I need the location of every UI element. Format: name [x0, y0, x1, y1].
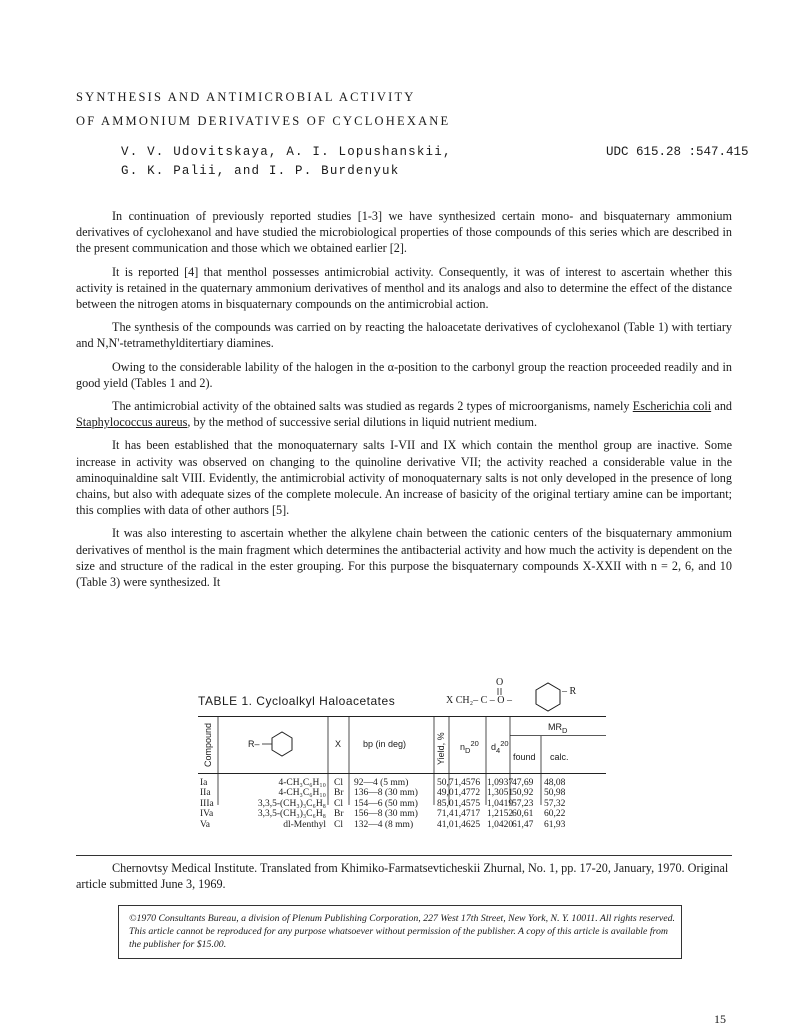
table-cell-d4: 1,0419 — [487, 798, 514, 809]
table-1-caption: TABLE 1. Cycloalkyl Haloacetates — [198, 694, 396, 708]
paragraph-3: The synthesis of the compounds was carried on by reacting the haloacetate derivatives of cyclohexanol (Table 1) with tertiary and N,N'-tetramethylditertiary diamines. — [76, 320, 732, 351]
header-r: R– — [248, 739, 260, 749]
organism-saureus: Staphylococcus aureus — [76, 415, 188, 430]
haloacetate-structure-icon — [446, 676, 606, 712]
table-cell-d4: 1,3051 — [487, 788, 514, 799]
table-cell-calc: 48,08 — [544, 778, 566, 788]
table-cell-nd: 1,4576 — [454, 778, 481, 788]
table-cell-bp: 132—4 (8 mm) — [354, 819, 414, 830]
table-cell-r: 3,3,5-(CH₃)₃C₆H₈ — [257, 798, 326, 809]
table-cell-found: 50,92 — [512, 788, 534, 799]
table-cell-x: Cl — [334, 798, 343, 809]
nd-sub: D — [465, 745, 471, 755]
paragraph-7: It was also interesting to ascertain whether the alkylene chain between the cationic centers of the bisquaternary ammonium derivatives of menthol is the main fragment which determines the antibacterial activity and how much the activity is dependent on the size and structure of the radical in the ester grouping. For this purpose the bisquaternary compounds X-XXII with n = 2, 6, and 10 (Table 3) were synthesized. It — [76, 526, 732, 590]
table-cell-id: IIIa — [200, 798, 214, 809]
structure-carbonyl-o: O — [496, 677, 504, 688]
table-cell-bp: 92—4 (5 mm) — [354, 778, 409, 788]
table-cell-d4: 1,2152 — [487, 809, 514, 820]
table-cell-x: Cl — [334, 778, 343, 788]
table-cell-nd: 1,4772 — [454, 788, 481, 799]
table-cell-nd: 1,4625 — [454, 819, 481, 830]
table-cell-nd: 1,4717 — [454, 809, 481, 820]
table-cell-bp: 154—6 (50 mm) — [354, 798, 418, 809]
table-cell-yield: 49,0 — [437, 788, 454, 799]
header-calc: calc. — [550, 752, 569, 762]
copyright-box — [118, 905, 682, 959]
author-line-2: G. K. Palii, and I. P. Burdenyuk — [121, 164, 400, 178]
udc-code: UDC 615.28 :547.415 — [606, 145, 749, 159]
paragraph-2: It is reported [4] that menthol possesses antimicrobial activity. Consequently, it was of interest to ascertain whether this activity is retained in the quaternary ammonium derivatives of menthol and its analogs and also to determine the effect of the distance between the nitrogen atoms in bisquaternary compounds on the antimicrobial action. — [76, 264, 732, 312]
table-cell-r: 4-CH₃C₆H₁₀ — [278, 778, 326, 788]
author-list — [121, 143, 452, 181]
table-cell-calc: 60,22 — [544, 809, 566, 820]
table-cell-x: Cl — [334, 819, 343, 830]
author-line-1: V. V. Udovitskaya, A. I. Lopushanskii, — [121, 145, 452, 159]
organism-ecoli: Escherichia coli — [632, 399, 712, 414]
mrd-sub: D — [562, 725, 568, 735]
page-number: 15 — [714, 1012, 726, 1026]
footnote-rule — [76, 855, 732, 856]
table-cell-calc: 57,32 — [544, 798, 566, 809]
structure-r: – R — [562, 686, 577, 697]
table-cell-id: Ia — [200, 778, 208, 788]
table-cell-d4: 1,0420 — [487, 819, 514, 830]
table-cell-yield: 85,0 — [437, 798, 454, 809]
table-cell-bp: 136—8 (30 mm) — [354, 788, 418, 799]
table-cell-yield: 71,4 — [437, 809, 454, 820]
table-cell-r: 3,3,5-(CH₃)₃C₆H₈ — [257, 809, 326, 820]
header-d4 — [491, 739, 509, 755]
table-cell-found: 57,23 — [512, 798, 534, 809]
paragraph-5 — [76, 398, 732, 430]
table-cell-calc: 50,98 — [544, 788, 566, 799]
p5-text-b: and — [711, 399, 733, 414]
table-cell-found: 47,69 — [512, 778, 534, 788]
p5-text-a: The antimicrobial activity of the obtained salts was studied as regards 2 types of microorganisms, namely — [112, 399, 633, 414]
article-body — [76, 208, 732, 597]
paragraph-4: Owing to the considerable lability of the halogen in the α-position to the carbonyl group the reaction proceeded readily and in good yield (Tables 1 and 2). — [76, 359, 732, 390]
table-cell-yield: 41,0 — [437, 819, 454, 830]
table-cell-r: 4-CH₃C₆H₁₀ — [278, 788, 326, 799]
d4-sup: 20 — [500, 739, 509, 748]
header-mrd — [548, 722, 567, 735]
affiliation-note: Chernovtsy Medical Institute. Translated from Khimiko-Farmatsevticheskii Zhurnal, No. 1, pp. 17-20, January, 1970. Original article submitted June 3, 1969. — [76, 861, 729, 891]
table-cell-x: Br — [334, 809, 344, 820]
table-cell-id: IIa — [200, 788, 211, 799]
copyright-text: ©1970 Consultants Bureau, a division of Plenum Publishing Corporation, 227 West 17th Street, New York, N. Y. 10011. All rights reserved. This article cannot be reproduced for any purpose whatsoever without permission of the publisher. A copy of this article is available from the publisher for $15.00. — [129, 913, 675, 950]
header-compound: Compound — [203, 722, 213, 767]
d4-symbol: d — [491, 742, 497, 752]
table-cell-id: Va — [200, 819, 211, 830]
cyclohexane-ring-icon — [272, 732, 292, 756]
table-cell-nd: 1,4575 — [454, 798, 481, 809]
header-nd — [460, 739, 479, 755]
mrd-symbol: MR — [548, 722, 562, 732]
table-cell-id: IVa — [200, 809, 214, 820]
paragraph-1: In continuation of previously reported studies [1-3] we have synthesized certain mono- and bisquaternary ammonium derivatives of cyclohexanol and have studied the microbiological properties of those compounds of this series which are described in the present communication and those which we obtained earlier [2]. — [76, 209, 732, 256]
title-line-2: OF AMMONIUM DERIVATIVES OF CYCLOHEXANE — [76, 114, 451, 128]
p5-text-c: , by the method of successive serial dilutions in liquid nutrient medium. — [187, 415, 538, 430]
nd-symbol: n — [460, 742, 466, 752]
table-cell-calc: 61,93 — [544, 819, 566, 830]
table-1 — [198, 716, 606, 830]
title-line-1: SYNTHESIS AND ANTIMICROBIAL ACTIVITY — [76, 90, 416, 104]
table-cell-yield: 50,7 — [437, 778, 454, 788]
table-cell-found: 60,61 — [512, 809, 534, 820]
d4-sub: 4 — [496, 745, 501, 755]
table-cell-d4: 1,0937 — [487, 778, 514, 788]
header-x: X — [335, 739, 342, 749]
table-cell-found: 61,47 — [512, 819, 534, 830]
header-yield: Yield, % — [436, 732, 446, 765]
table-cell-r: dl-Menthyl — [283, 819, 326, 830]
structure-left-text: X CH₂– C – O – — [446, 695, 512, 706]
header-bp: bp (in deg) — [363, 739, 407, 749]
table-cell-bp: 156—8 (30 mm) — [354, 809, 418, 820]
nd-sup: 20 — [470, 739, 479, 748]
paragraph-6: It has been established that the monoquaternary salts I-VII and IX which contain the menthol group are inactive. Some increase in activity was observed on changing to the quinoline derivative VII; the activity reached a considerable value in the aminoquinaldine salt VIII. Evidently, the antimicrobial activity of monoquaternary salts is not only developed in the presence of long chains, but also with adequate sizes of the complete molecule. An increase of basicity of the original tertiary amine can be important; this complies with data of other authors [5]. — [76, 438, 732, 518]
header-found: found — [513, 752, 536, 762]
table-cell-x: Br — [334, 788, 344, 799]
